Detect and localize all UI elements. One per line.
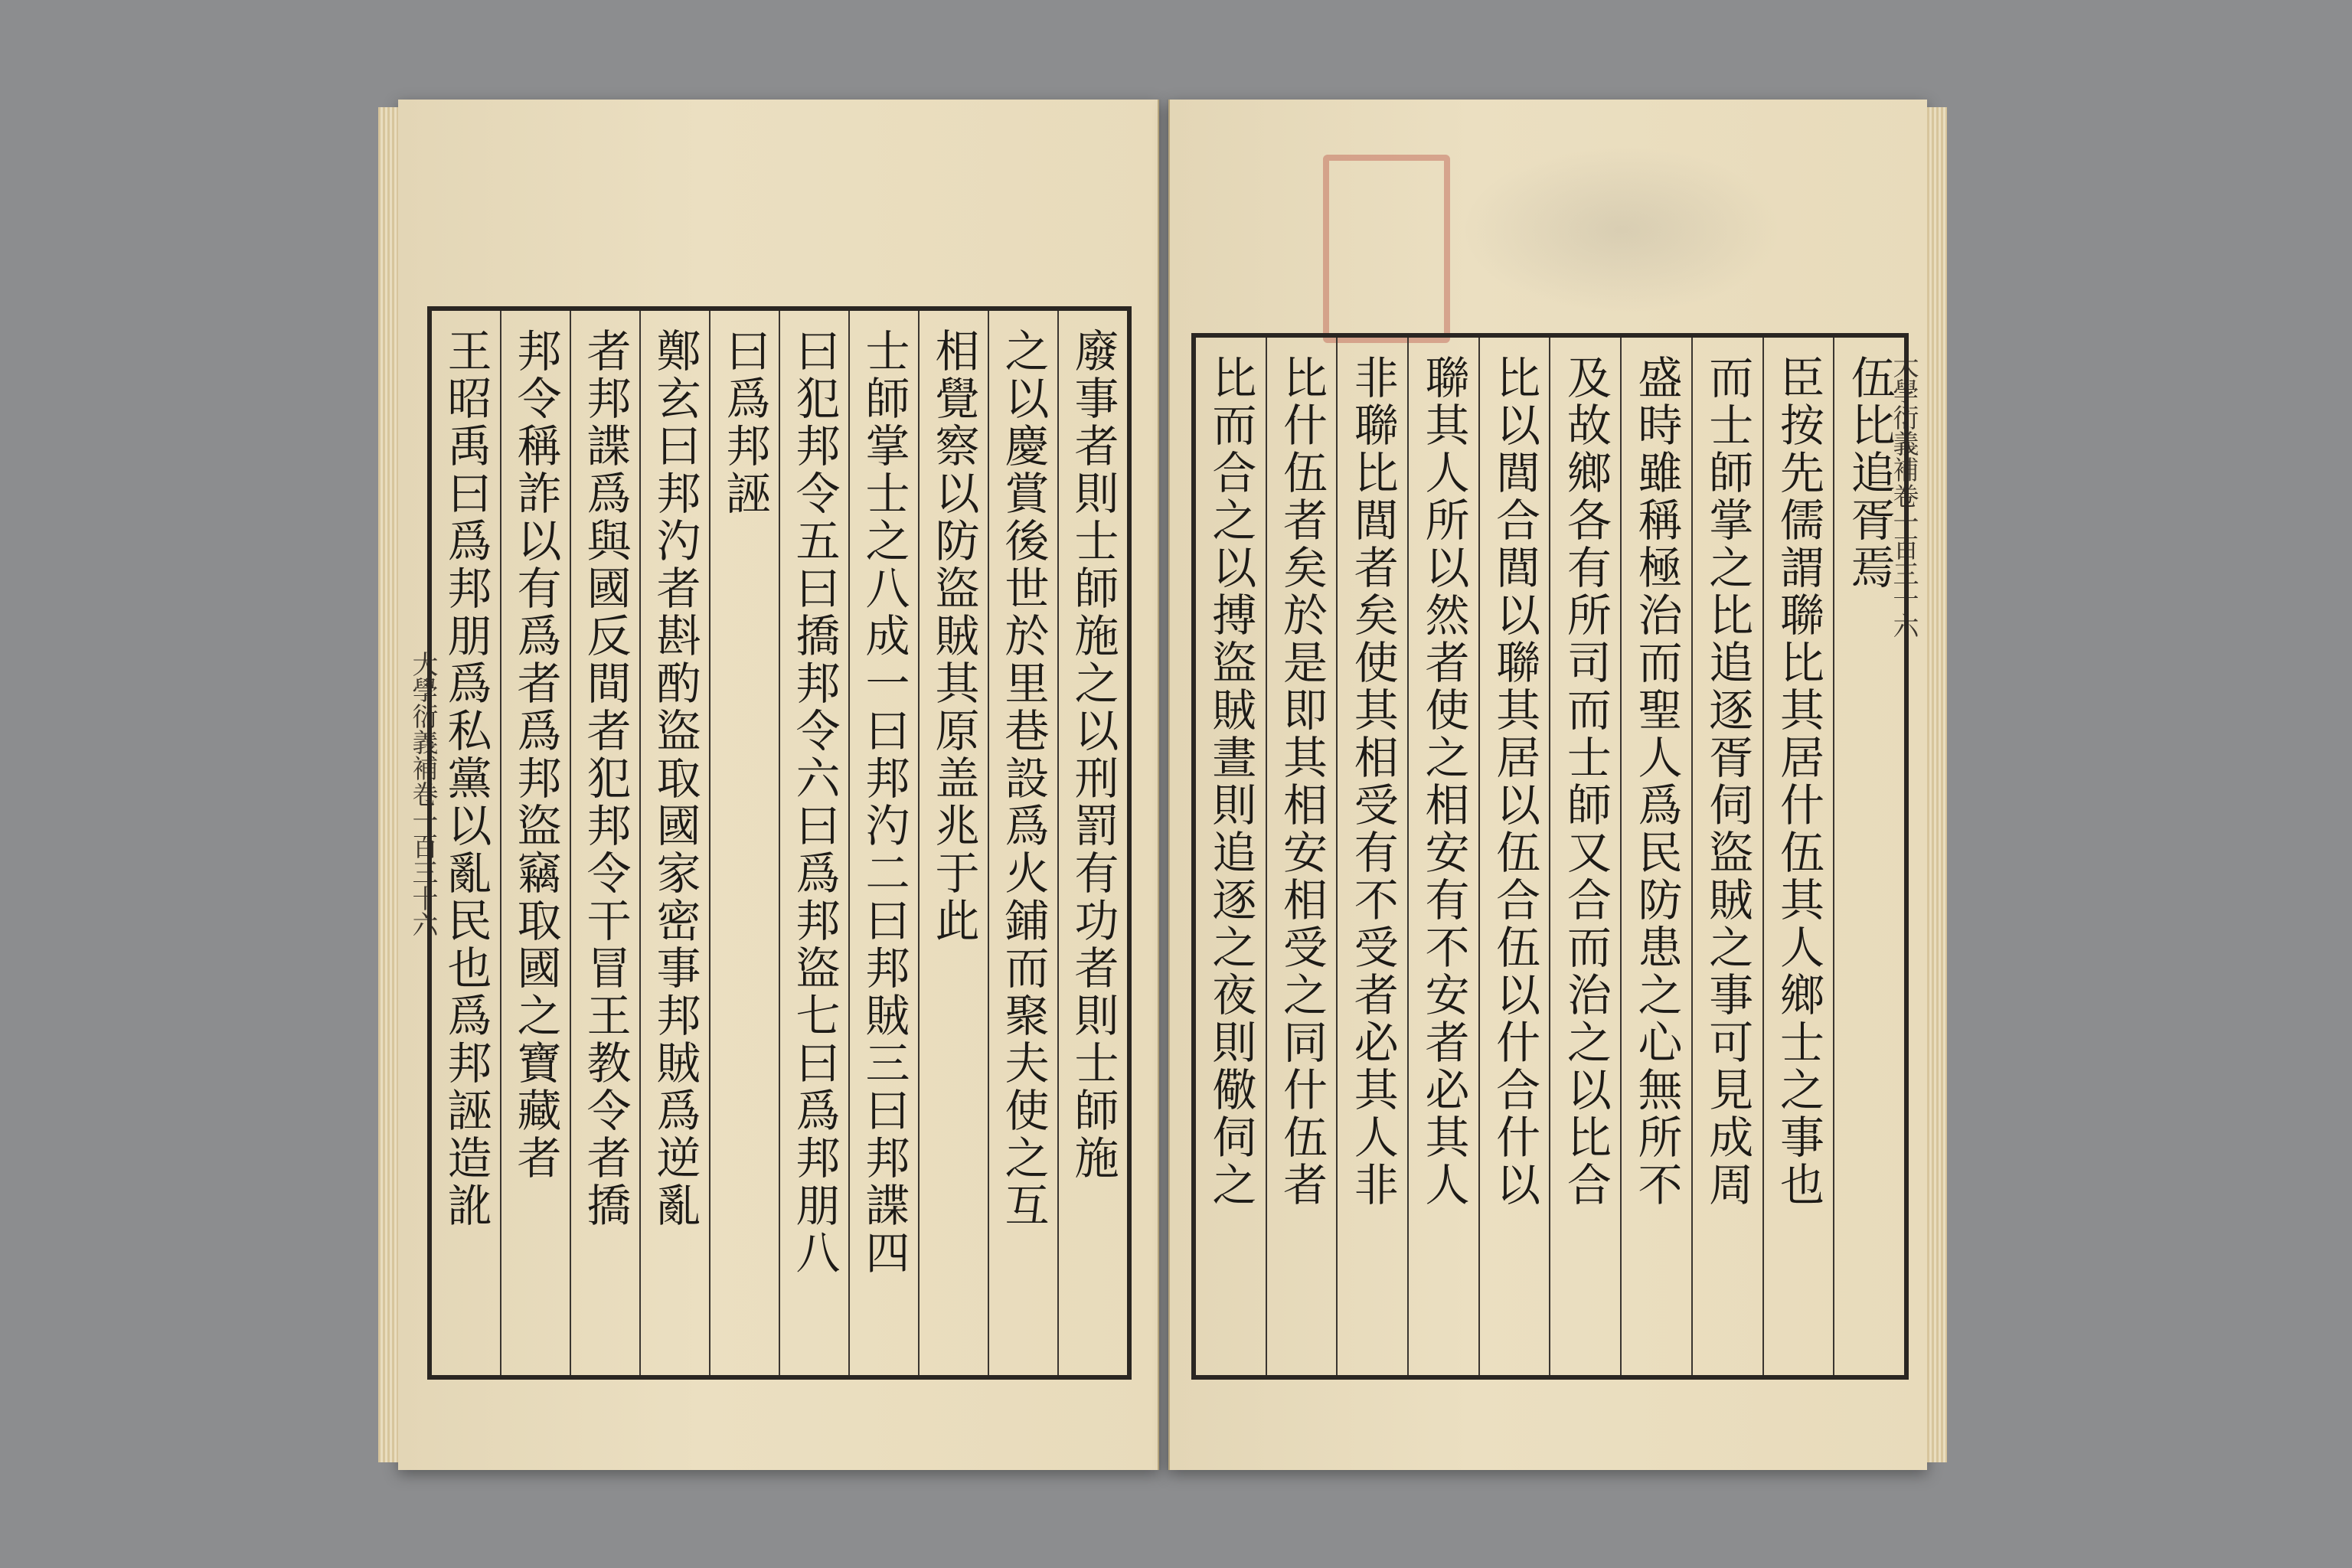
- column-text: 盛時雖稱極治而聖人爲民防患之心無所不: [1630, 354, 1683, 1209]
- text-column: [1407, 338, 1478, 1375]
- column-text: 聯其人所以然者使之相安有不安者必其人: [1417, 354, 1470, 1209]
- column-text: 非聯比閭者矣使其相受有不受者必其人非: [1346, 354, 1399, 1209]
- text-column: [1057, 311, 1127, 1375]
- column-text: 相覺察以防盜賊其原盖兆于此: [927, 328, 980, 945]
- text-column: [1620, 338, 1691, 1375]
- column-text: 王昭禹曰爲邦朋爲私黨以亂民也爲邦誣造訛: [439, 328, 492, 1230]
- text-column: [1266, 338, 1337, 1375]
- left-text-columns: [432, 311, 1127, 1375]
- text-column: [848, 311, 918, 1375]
- column-text: 士師掌士之八成一曰邦汋二曰邦賊三曰邦諜四: [858, 328, 910, 1277]
- text-column: [1196, 338, 1266, 1375]
- text-column: [988, 311, 1057, 1375]
- column-text: 曰爲邦誣: [718, 328, 771, 518]
- column-text: 及故鄉各有所司而士師又合而治之以比合: [1559, 354, 1612, 1209]
- text-column: [500, 311, 570, 1375]
- right-page: [1168, 100, 1927, 1470]
- show-through-stain: [1461, 145, 1782, 314]
- column-text: 比而合之以搏盜賊晝則追逐之夜則儆伺之: [1204, 354, 1257, 1209]
- column-text: 比以閭合閭以聯其居以伍合伍以什合什以: [1488, 354, 1541, 1209]
- column-text: 伍比追胥焉: [1843, 354, 1896, 592]
- text-column: [1549, 338, 1620, 1375]
- text-column: [570, 311, 639, 1375]
- left-page: [398, 100, 1159, 1470]
- right-text-frame: [1191, 333, 1909, 1380]
- text-column: [1478, 338, 1550, 1375]
- right-margin-title: 大學衍義補卷一百三十六: [1888, 352, 1919, 639]
- column-text: 臣按先儒謂聯比其居什伍其人鄉士之事也: [1772, 354, 1824, 1209]
- left-text-frame: [427, 306, 1132, 1380]
- column-text: 之以慶賞後世於里巷設爲火鋪而聚夫使之互: [997, 328, 1050, 1230]
- text-column: [639, 311, 709, 1375]
- column-text: 鄭玄曰邦汋者斟酌盜取國家密事邦賊爲逆亂: [648, 328, 701, 1230]
- page-edges: [1927, 107, 1947, 1462]
- right-text-columns: [1196, 338, 1904, 1375]
- column-text: 者邦諜爲與國反間者犯邦令干冒王教令者撟: [579, 328, 632, 1230]
- text-column: [432, 311, 500, 1375]
- text-column: [779, 311, 848, 1375]
- column-text: 而士師掌之比追逐胥伺盜賊之事可見成周: [1701, 354, 1754, 1209]
- collector-seal: [1323, 155, 1450, 343]
- text-column: [1336, 338, 1407, 1375]
- text-column: [1762, 338, 1834, 1375]
- column-text: 曰犯邦令五曰撟邦令六曰爲邦盜七曰爲邦朋八: [788, 328, 841, 1277]
- text-column: [1833, 338, 1904, 1375]
- column-text: 廢事者則士師施之以刑罰有功者則士師施: [1067, 328, 1119, 1182]
- text-column: [918, 311, 988, 1375]
- column-text: 比什伍者矣於是即其相安相受之同什伍者: [1276, 354, 1328, 1209]
- open-book: [398, 100, 1926, 1470]
- text-column: [1691, 338, 1762, 1375]
- left-margin-title: 大學衍義補卷一百三十六: [407, 651, 438, 937]
- page-edges: [378, 107, 398, 1462]
- column-text: 邦令稱詐以有爲者爲邦盜竊取國之寶藏者: [509, 328, 562, 1182]
- text-column: [709, 311, 779, 1375]
